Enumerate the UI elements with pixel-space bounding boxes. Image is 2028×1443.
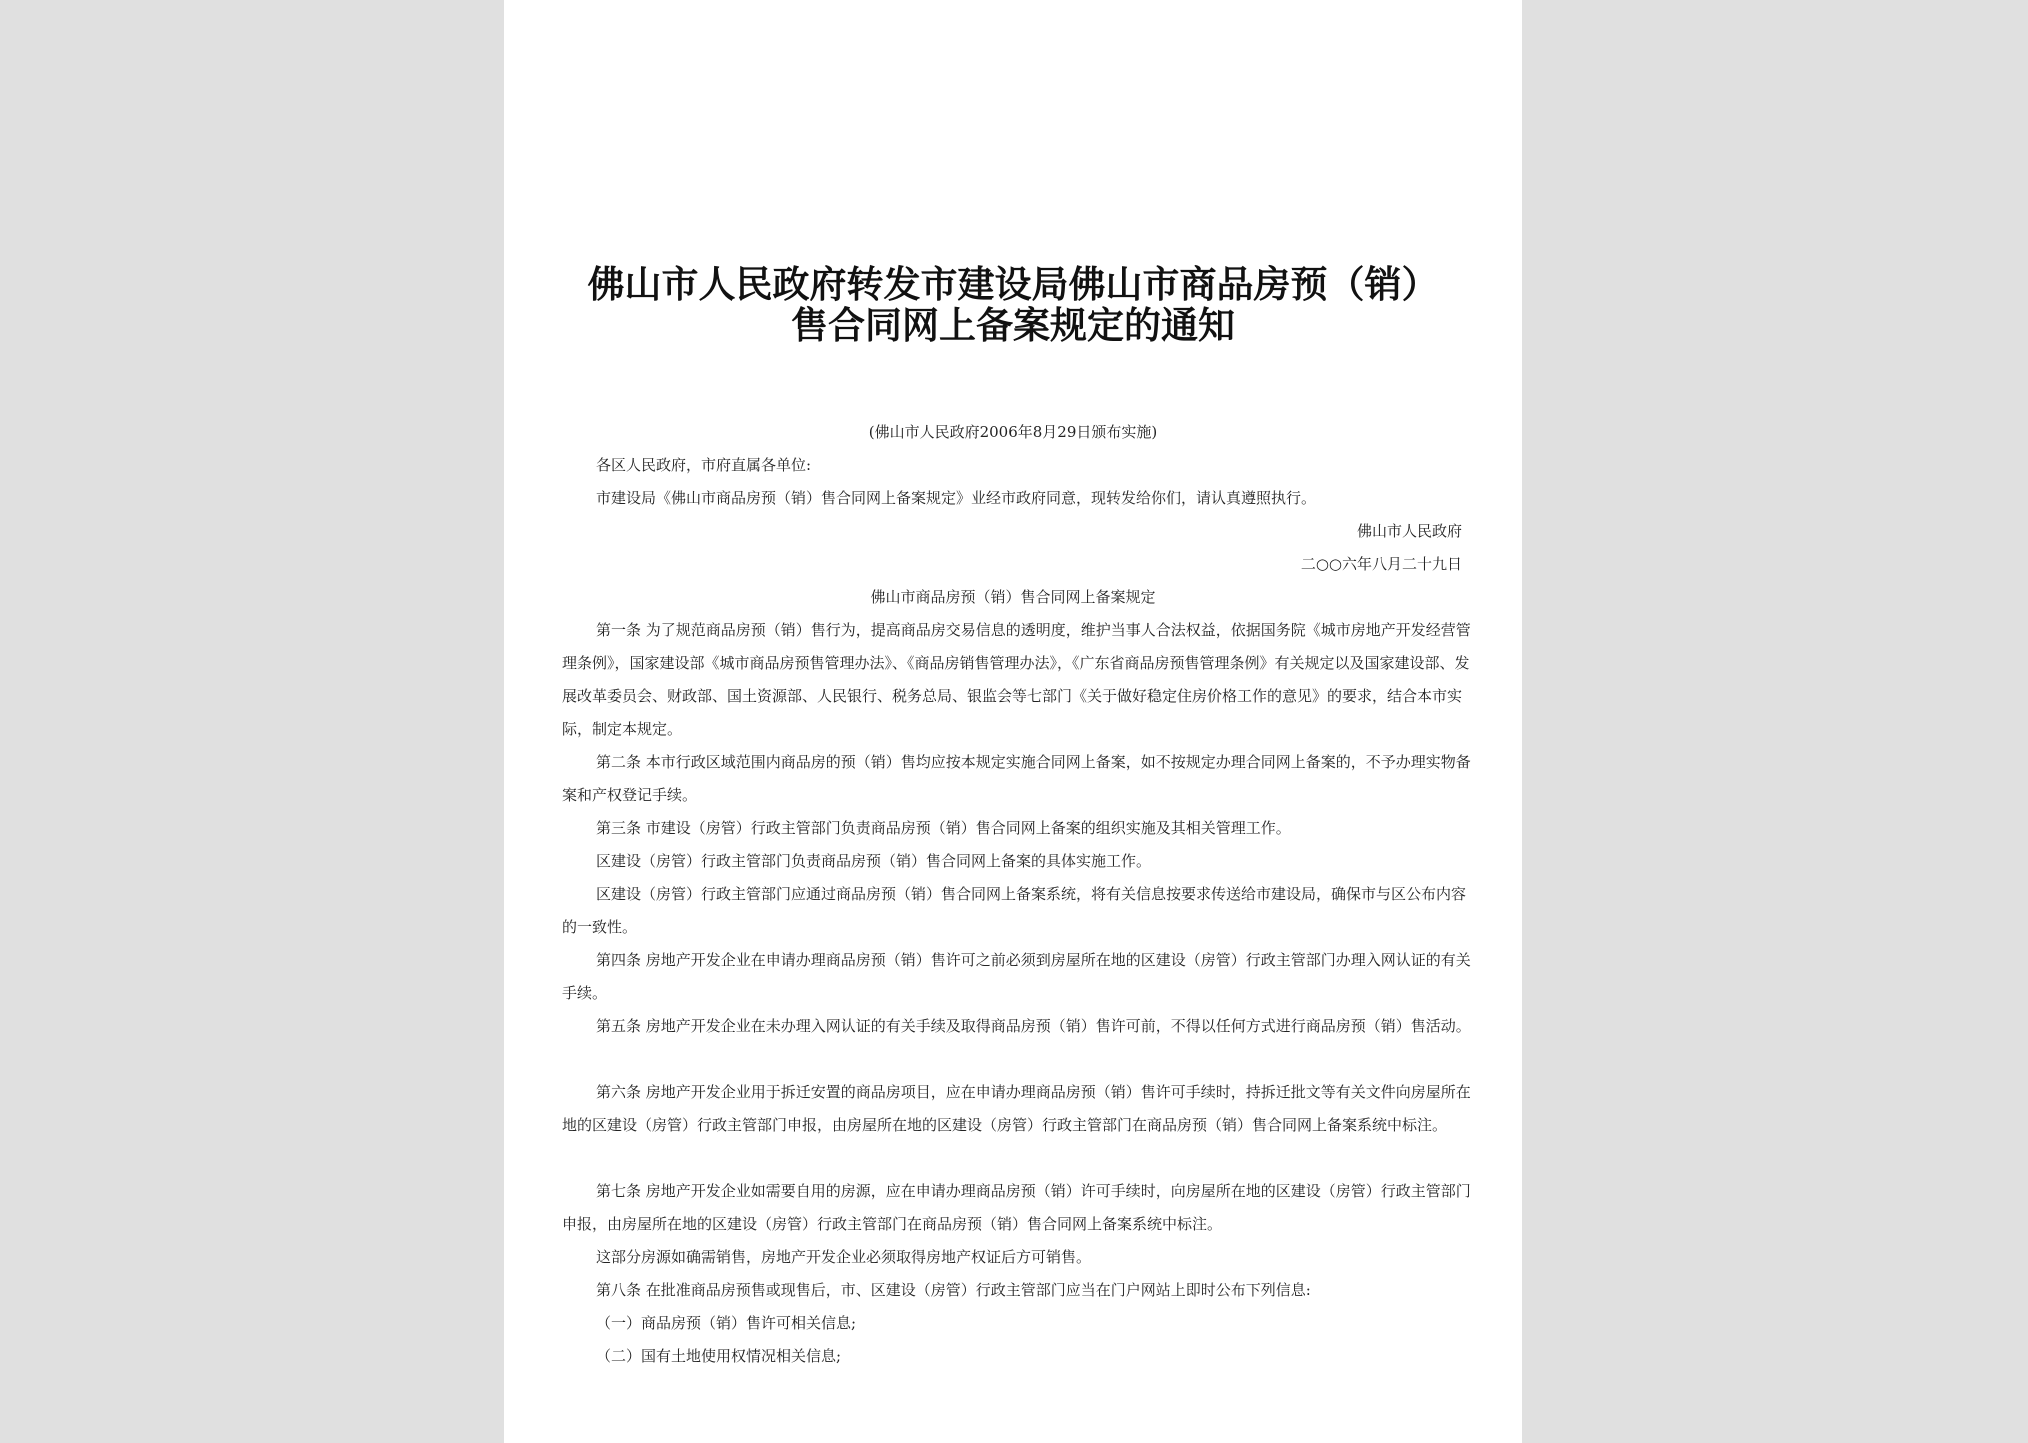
article-4: 第四条 房地产开发企业在申请办理商品房预（销）售许可之前必须到房屋所在地的区建设（房管）行政主管部门办理入网认证的有关手续。: [562, 951, 1471, 1002]
notice-body: 市建设局《佛山市商品房预（销）售合同网上备案规定》业经市政府同意，现转发给你们，请认真遵照执行。: [596, 489, 1317, 507]
issued-note: (佛山市人民政府2006年8月29日颁布实施): [868, 423, 1158, 441]
article-8-item-2: （二）国有土地使用权情况相关信息;: [596, 1347, 842, 1365]
article-6: 第六条 房地产开发企业用于拆迁安置的商品房项目，应在申请办理商品房预（销）售许可手续时，持拆迁批文等有关文件向房屋所在地的区建设（房管）行政主管部门申报，由房屋所在地的区建设（房管）行政主管部门在商品房预（销）售合同网上备案系统中标注。: [562, 1083, 1471, 1134]
article-3: 第三条 市建设（房管）行政主管部门负责商品房预（销）售合同网上备案的组织实施及其相关管理工作。: [596, 819, 1291, 837]
signature: 佛山市人民政府: [1356, 522, 1462, 540]
article-5: 第五条 房地产开发企业在未办理入网认证的有关手续及取得商品房预（销）售许可前，不得以任何方式进行商品房预（销）售活动。: [596, 1017, 1471, 1035]
article-2: 第二条 本市行政区域范围内商品房的预（销）售均应按本规定实施合同网上备案，如不按规定办理合同网上备案的，不予办理实物备案和产权登记手续。: [562, 753, 1471, 804]
article-8-item-1: （一）商品房预（销）售许可相关信息;: [596, 1314, 857, 1332]
document-title-line-2: 售合同网上备案规定的通知: [791, 304, 1235, 347]
document-page: [504, 0, 1522, 1443]
regulation-title: 佛山市商品房预（销）售合同网上备案规定: [870, 588, 1156, 606]
document-title-line-1: 佛山市人民政府转发市建设局佛山市商品房预（销）: [587, 263, 1439, 306]
issue-date: 二○○六年八月二十九日: [1300, 555, 1462, 573]
salutation: 各区人民政府，市府直属各单位:: [596, 456, 812, 474]
article-3-paragraph-3: 区建设（房管）行政主管部门应通过商品房预（销）售合同网上备案系统，将有关信息按要求传送给市建设局，确保市与区公布内容的一致性。: [562, 885, 1467, 936]
article-8: 第八条 在批准商品房预售或现售后，市、区建设（房管）行政主管部门应当在门户网站上即时公布下列信息:: [596, 1281, 1311, 1299]
article-7: 第七条 房地产开发企业如需要自用的房源，应在申请办理商品房预（销）许可手续时，向房屋所在地的区建设（房管）行政主管部门申报，由房屋所在地的区建设（房管）行政主管部门在商品房预（销）售合同网上备案系统中标注。: [562, 1182, 1471, 1233]
article-1: 第一条 为了规范商品房预（销）售行为，提高商品房交易信息的透明度，维护当事人合法权益，依据国务院《城市房地产开发经营管理条例》，国家建设部《城市商品房预售管理办法》、《商品房销售管理办法》，《广东省商品房预售管理条例》有关规定以及国家建设部、发展改革委员会、财政部、国土资源部、人民银行、税务总局、银监会等七部门《关于做好稳定住房价格工作的意见》的要求，结合本市实际，制定本规定。: [562, 621, 1471, 738]
article-7-paragraph-2: 这部分房源如确需销售，房地产开发企业必须取得房地产权证后方可销售。: [596, 1248, 1092, 1266]
article-3-paragraph-2: 区建设（房管）行政主管部门负责商品房预（销）售合同网上备案的具体实施工作。: [596, 852, 1152, 870]
